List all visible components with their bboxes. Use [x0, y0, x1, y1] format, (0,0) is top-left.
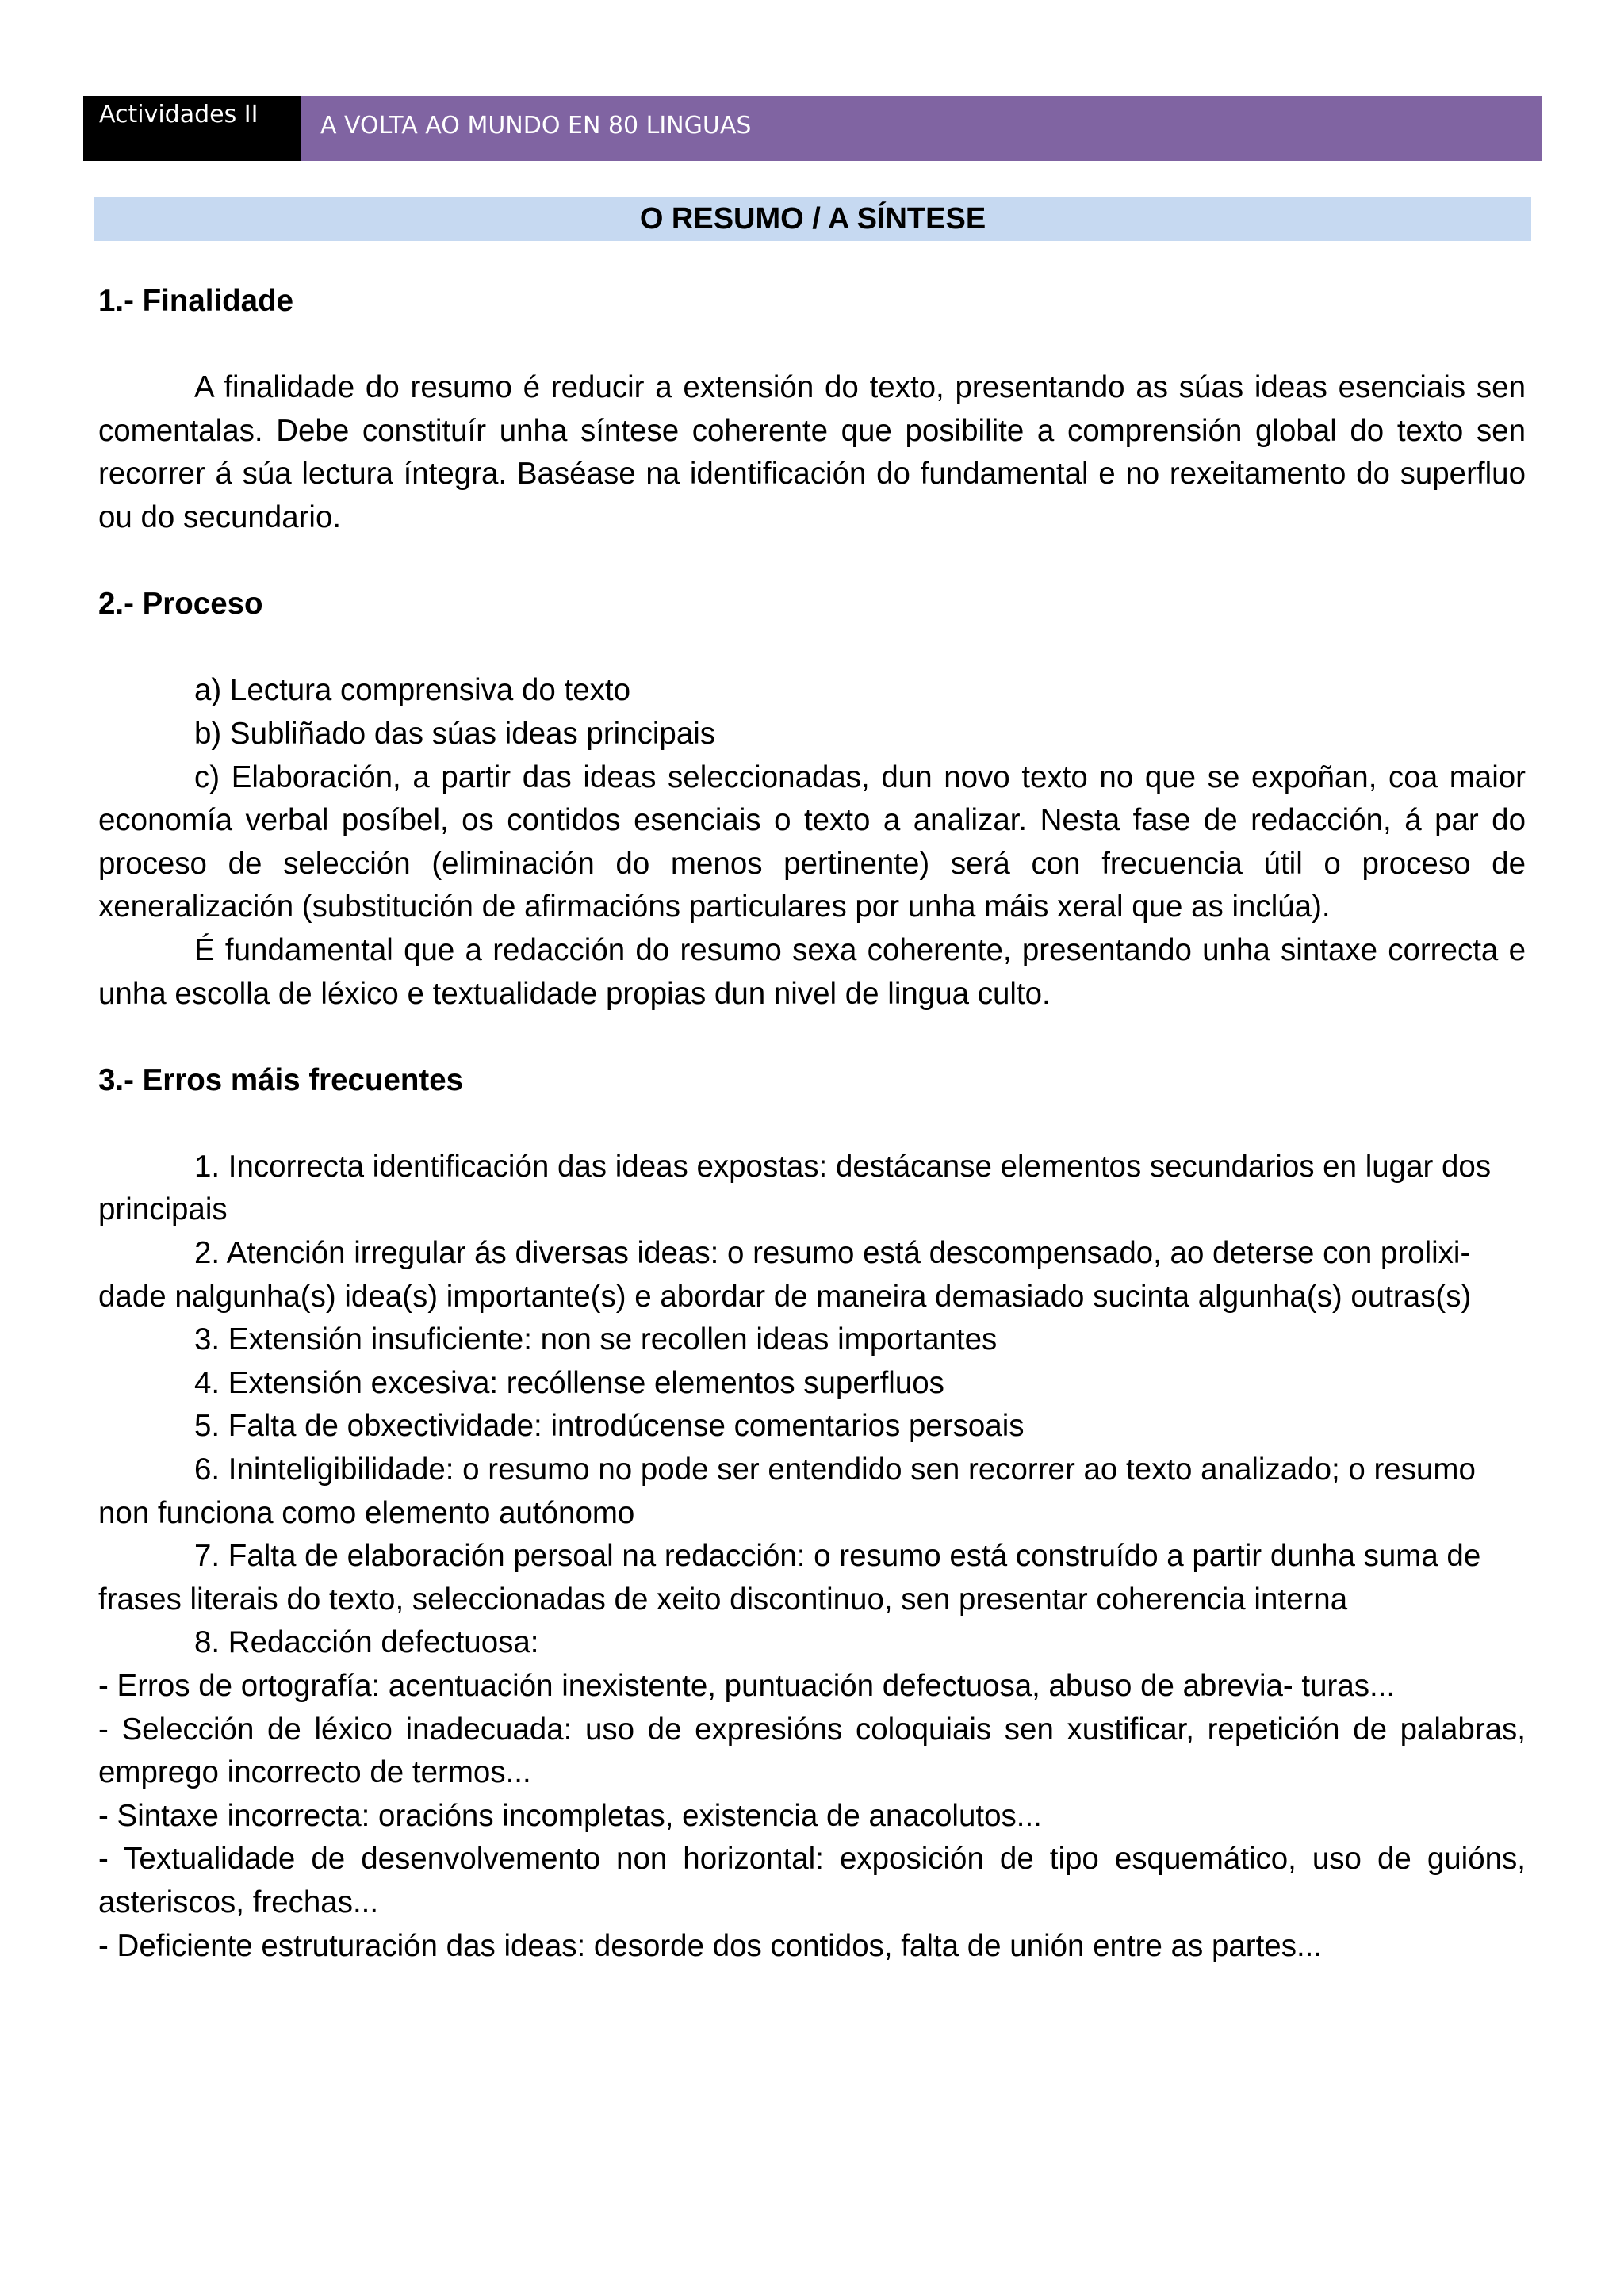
error-item: 3. Extensión insuficiente: non se recollen ideas importantes	[194, 1322, 998, 1357]
heading-finalidade: 1.- Finalidade	[98, 284, 294, 318]
error-item: 1. Incorrecta identificación das ideas expostas: destácanse elementos secundarios en lugar dos principais	[98, 1149, 1492, 1227]
process-step-c: c) Elaboración, a partir das ideas seleccionadas, dun novo texto no que se expoñan, coa maior economía verbal posíbel, os contidos esenciais o texto a analizar. Nesta fase de redacción, á par do proceso de selección (eliminación do menos pertinente) será con frecuencia útil o proceso de xeneralización (substitución de afirmacións particulares por unha máis xeral que as inclúa).	[98, 760, 1526, 924]
heading-erros: 3.- Erros máis frecuentes	[98, 1062, 464, 1097]
error-item: 2. Atención irregular ás diversas ideas: o resumo está descompensado, ao deterse con prolixi-dade nalgunha(s) idea(s) importante(s) e abordar de maneira demasiado sucinta algunha(s) outras(s)	[98, 1236, 1472, 1314]
process-step-a: a) Lectura comprensiva do texto	[194, 673, 630, 708]
banner-title: A VOLTA AO MUNDO EN 80 LINGUAS	[301, 96, 1542, 161]
document-body	[98, 280, 1526, 1968]
error-subitem: - Selección de léxico inadecuada: uso de expresións coloquiais sen xustificar, repetición de palabras, emprego incorrecto de termos...	[98, 1712, 1526, 1790]
paragraph-finalidade: A finalidade do resumo é reducir a extensión do texto, presentando as súas ideas esenciais sen comentalas. Debe constituír unha síntese coherente que posibilite a comprensión global do texto sen recorrer á súa lectura íntegra. Baséase na identificación do fundamental e no rexeitamento do superfluo ou do secundario.	[98, 370, 1526, 534]
heading-proceso: 2.- Proceso	[98, 587, 263, 622]
error-subitem: - Textualidade de desenvolvemento non horizontal: exposición de tipo esquemático, uso de guións, asteriscos, frechas...	[98, 1842, 1526, 1919]
error-subitem: - Erros de ortografía: acentuación inexistente, puntuación defectuosa, abuso de abrevia- turas...	[98, 1669, 1396, 1703]
process-step-b: b) Subliñado das súas ideas principais	[194, 716, 716, 751]
error-item: 7. Falta de elaboración persoal na redacción: o resumo está construído a partir dunha suma de frases literais do texto, seleccionadas de xeito discontinuo, sen presentar coherencia interna	[98, 1539, 1481, 1617]
error-item: 5. Falta de obxectividade: introdúcense comentarios persoais	[194, 1409, 1025, 1444]
error-item: 6. Ininteligibilidade: o resumo no pode ser entendido sen recorrer ao texto analizado; o resumo non funciona como elemento autónomo	[98, 1452, 1476, 1530]
error-subitem: - Sintaxe incorrecta: oracións incompletas, existencia de anacolutos...	[98, 1798, 1042, 1833]
process-note: É fundamental que a redacción do resumo sexa coherente, presentando unha sintaxe correcta e unha escolla de léxico e textualidade propias dun nivel de lingua culto.	[98, 932, 1526, 1011]
error-item: 4. Extensión excesiva: recóllense elementos superfluos	[194, 1365, 944, 1400]
document-title: O RESUMO / A SÍNTESE	[94, 197, 1531, 241]
error-item: 8. Redacción defectuosa:	[194, 1625, 539, 1660]
section-label: Actividades II	[83, 96, 301, 161]
page-header	[83, 96, 1542, 161]
error-subitem: - Deficiente estruturación das ideas: desorde dos contidos, falta de unión entre as partes...	[98, 1928, 1323, 1963]
